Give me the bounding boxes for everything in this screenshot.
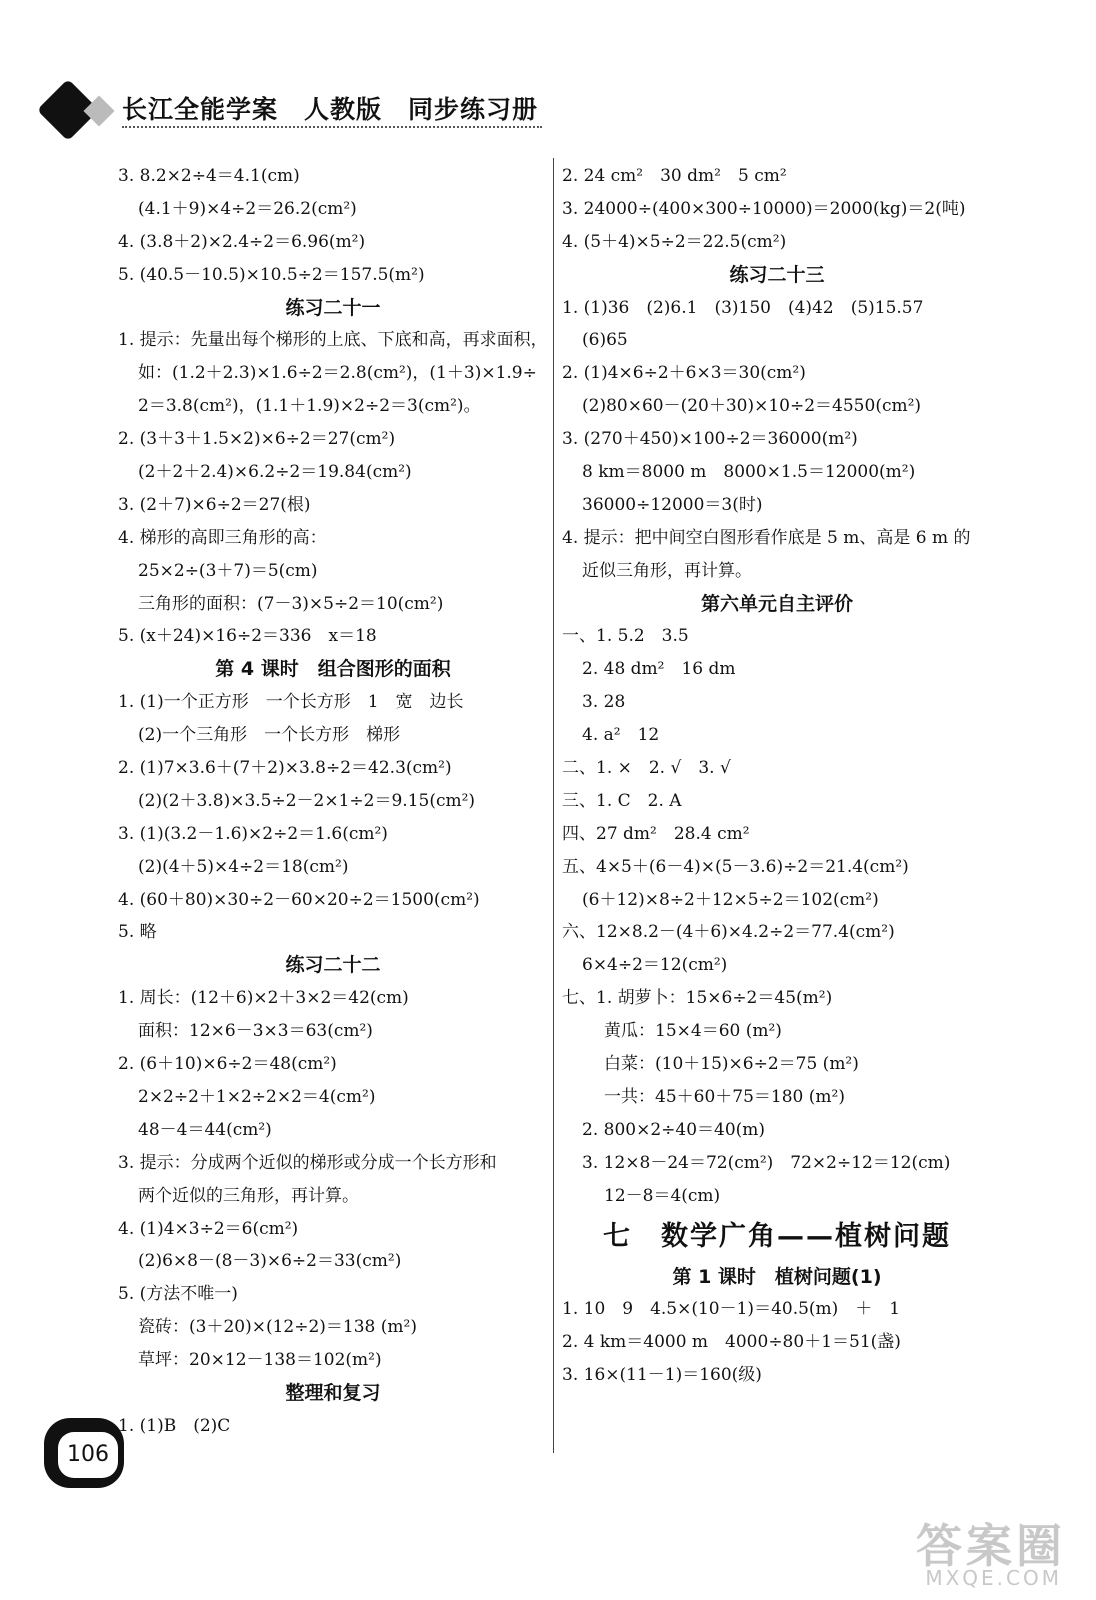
answer-line: 一共：45＋60＋75＝180 (m²) [604, 1086, 845, 1107]
answer-line: 瓷砖：(3＋20)×(12÷2)＝138 (m²) [138, 1317, 417, 1338]
answer-line: 3. (1)(3.2－1.6)×2÷2＝1.6(cm²) [118, 823, 388, 844]
answer-line: 5. (x＋24)×16÷2＝336 x＝18 [118, 626, 377, 647]
answer-line: 白菜：(10＋15)×6÷2＝75 (m²) [604, 1054, 859, 1075]
answer-line: (2)(2＋3.8)×3.5÷2－2×1÷2＝9.15(cm²) [138, 790, 476, 811]
answer-line: 两个近似的三角形，再计算。 [138, 1185, 359, 1206]
book-title: 长江全能学案 人教版 同步练习册 [122, 95, 539, 124]
answer-line: 2. 48 dm² 16 dm [582, 659, 736, 680]
answer-line: 一、1. 5.2 3.5 [562, 626, 689, 647]
section-heading: 整理和复习 [285, 1381, 381, 1404]
answer-line: 1. (1)一个正方形 一个长方形 1 宽 边长 [118, 692, 464, 713]
column-divider [553, 158, 554, 1453]
page-number: 106 [58, 1432, 118, 1478]
answer-line: (6＋12)×8÷2＋12×5÷2＝102(cm²) [582, 889, 879, 910]
answer-line: 2＝3.8(cm²)，(1.1＋1.9)×2÷2＝3(cm²)。 [138, 396, 481, 417]
answer-line: 2. 4 km＝4000 m 4000÷80＋1＝51(盏) [562, 1332, 901, 1353]
answer-line: 8 km＝8000 m 8000×1.5＝12000(m²) [582, 462, 916, 483]
answer-line: (2)一个三角形 一个长方形 梯形 [138, 725, 401, 746]
answer-line: (2)6×8－(8－3)×6÷2＝33(cm²) [138, 1251, 402, 1272]
answer-line: 1. (1)36 (2)6.1 (3)150 (4)42 (5)15.57 [562, 297, 924, 318]
answer-line: 4. (3.8＋2)×2.4÷2＝6.96(m²) [118, 231, 366, 252]
answer-line: 1. 周长：(12＋6)×2＋3×2＝42(cm) [118, 988, 409, 1009]
header-underline [122, 126, 542, 128]
answer-line: 如：(1.2＋2.3)×1.6÷2＝2.8(cm²)，(1＋3)×1.9÷ [138, 363, 537, 384]
answer-line: 近似三角形，再计算。 [582, 560, 752, 581]
answer-line: 4. 梯形的高即三角形的高： [118, 527, 327, 548]
answer-line: 4. (1)4×3÷2＝6(cm²) [118, 1218, 299, 1239]
answer-line: 1. (1)B (2)C [118, 1415, 231, 1436]
answer-line: 3. 提示：分成两个近似的梯形或分成一个长方形和 [118, 1152, 497, 1173]
watermark-url: MXQE.COM [925, 1566, 1062, 1590]
section-heading: 练习二十二 [285, 954, 381, 977]
answer-line: 4. (60＋80)×30÷2－60×20÷2＝1500(cm²) [118, 889, 480, 910]
answer-line: 5. (40.5－10.5)×10.5÷2＝157.5(m²) [118, 264, 425, 285]
right-column [562, 160, 992, 1392]
answer-line: 六、12×8.2－(4＋6)×4.2÷2＝77.4(cm²) [562, 922, 895, 943]
section-heading: 练习二十一 [285, 296, 381, 319]
section-heading: 练习二十三 [729, 263, 825, 286]
answer-line: 48－4＝44(cm²) [138, 1119, 272, 1140]
answer-line: 3. 28 [582, 692, 626, 713]
answer-line: (2＋2＋2.4)×6.2÷2＝19.84(cm²) [138, 462, 412, 483]
answer-line: 4. (5＋4)×5÷2＝22.5(cm²) [562, 231, 787, 252]
answer-line: 6×4÷2＝12(cm²) [582, 955, 728, 976]
answer-line: 1. 10 9 4.5×(10－1)＝40.5(m) ＋ 1 [562, 1299, 901, 1320]
answer-line: 2. (1)4×6÷2＋6×3＝30(cm²) [562, 363, 806, 384]
answer-line: 三、1. C 2. A [562, 790, 682, 811]
answer-line: (6)65 [582, 330, 628, 351]
answer-line: 1. 提示：先量出每个梯形的上底、下底和高，再求面积， [118, 330, 548, 351]
answer-line: 五、4×5＋(6－4)×(5－3.6)÷2＝21.4(cm²) [562, 856, 909, 877]
answer-line: 36000÷12000＝3(时) [582, 494, 763, 515]
answer-line: 5. (方法不唯一) [118, 1284, 238, 1305]
answer-line: 4. 提示：把中间空白图形看作底是 5 m、高是 6 m 的 [562, 527, 971, 548]
answer-line: 2. 24 cm² 30 dm² 5 cm² [562, 166, 787, 186]
section-heading: 第 1 课时 植树问题(1) [672, 1265, 882, 1288]
answer-line: 2. 800×2÷40＝40(m) [582, 1119, 766, 1140]
answer-line: (4.1＋9)×4÷2＝26.2(cm²) [138, 198, 357, 219]
section-heading: 第 4 课时 组合图形的面积 [215, 658, 451, 681]
answer-line: 3. 12×8－24＝72(cm²) 72×2÷12＝12(cm) [582, 1152, 951, 1173]
answer-line: 面积：12×6－3×3＝63(cm²) [138, 1021, 373, 1042]
answer-line: 25×2÷(3＋7)＝5(cm) [138, 560, 318, 581]
section-heading: 第六单元自主评价 [700, 592, 853, 615]
answer-line: 12－8＝4(cm) [604, 1185, 721, 1206]
answer-line: 2. (6＋10)×6÷2＝48(cm²) [118, 1054, 337, 1075]
answer-line: 3. 16×(11－1)＝160(级) [562, 1365, 762, 1386]
answer-line: 2×2÷2＋1×2÷2×2＝4(cm²) [138, 1086, 376, 1107]
answer-line: 3. (2＋7)×6÷2＝27(根) [118, 494, 311, 515]
answer-line: 3. (270＋450)×100÷2＝36000(m²) [562, 429, 858, 450]
answer-line: 2. (1)7×3.6＋(7＋2)×3.8÷2＝42.3(cm²) [118, 758, 452, 779]
answer-line: 三角形的面积：(7－3)×5÷2＝10(cm²) [138, 593, 444, 614]
answer-line: (2)(4＋5)×4÷2＝18(cm²) [138, 856, 349, 877]
page-header [40, 78, 560, 138]
answer-line: 二、1. × 2. √ 3. √ [562, 758, 731, 779]
answer-line: 3. 24000÷(400×300÷10000)＝2000(kg)＝2(吨) [562, 198, 966, 219]
answer-line: 四、27 dm² 28.4 cm² [562, 823, 750, 844]
answer-line: 4. a² 12 [582, 725, 660, 746]
answer-line: 2. (3＋3＋1.5×2)×6÷2＝27(cm²) [118, 429, 396, 450]
answer-line: 草坪：20×12－138＝102(m²) [138, 1350, 382, 1371]
section-heading: 七 数学广角——植树问题 [603, 1220, 951, 1252]
answer-line: 5. 略 [118, 922, 157, 943]
answer-line: 3. 8.2×2÷4＝4.1(cm) [118, 166, 300, 186]
watermark: 答案圈 [916, 1519, 1066, 1573]
answer-line: (2)80×60－(20＋30)×10÷2＝4550(cm²) [582, 396, 922, 417]
answer-line: 七、1. 胡萝卜：15×6÷2＝45(m²) [562, 988, 833, 1009]
left-column [118, 160, 548, 1443]
answer-line: 黄瓜：15×4＝60 (m²) [604, 1021, 782, 1042]
